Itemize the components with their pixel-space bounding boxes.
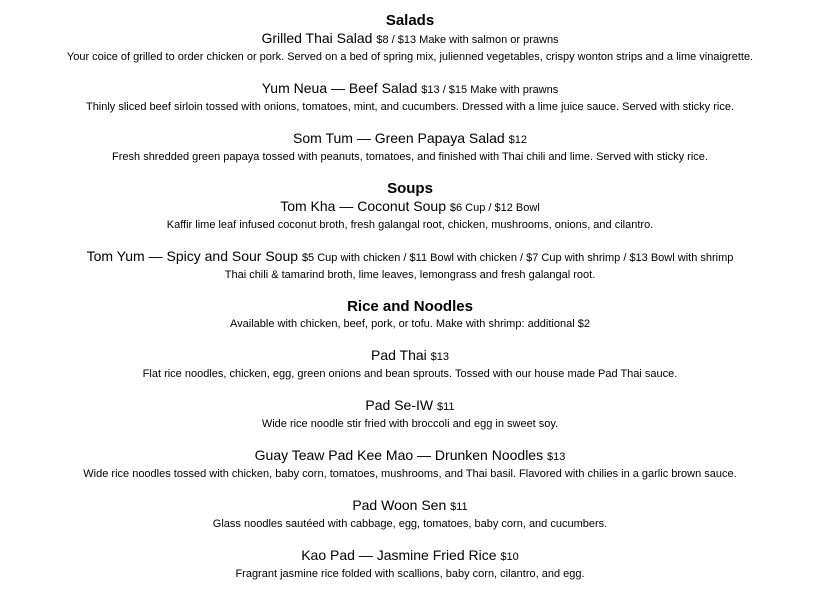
item-price: $11 <box>437 401 455 413</box>
item-price: $5 Cup with chicken / $11 Bowl with chicken / $7 Cup with shrimp / $13 Bowl with shrimp <box>301 252 734 264</box>
item-line <box>0 497 820 516</box>
item-price: $8 / $13 Make with salmon or prawns <box>376 34 559 46</box>
item-name: Grilled Thai Salad <box>261 30 373 46</box>
section-header <box>0 12 820 30</box>
menu-item <box>0 497 820 531</box>
item-price: $6 Cup / $12 Bowl <box>449 202 540 214</box>
menu-item <box>0 447 820 481</box>
section-title: Rice and Noodles <box>347 298 473 315</box>
item-description: Flat rice noodles, chicken, egg, green onions and bean sprouts. Tossed with our house made Pad Thai sauce. <box>142 368 678 380</box>
section-salads <box>0 12 820 164</box>
item-description: Thinly sliced beef sirloin tossed with onions, tomatoes, mint, and cucumbers. Dressed with a lime juice sauce. Served with sticky rice. <box>85 101 735 113</box>
item-line <box>0 447 820 466</box>
item-name: Som Tum — Green Papaya Salad <box>293 130 505 146</box>
section-soups <box>0 180 820 282</box>
item-name: Guay Teaw Pad Kee Mao — Drunken Noodles <box>254 447 544 463</box>
item-price: $12 <box>508 134 527 146</box>
menu-item <box>0 547 820 581</box>
item-line <box>0 547 820 566</box>
menu-item <box>0 248 820 282</box>
item-line <box>0 198 820 217</box>
item-line <box>0 347 820 366</box>
item-description: Your coice of grilled to order chicken or pork. Served on a bed of spring mix, julienned vegetables, crispy wonton strips and a lime vinaigrette. <box>66 51 754 63</box>
item-name: Pad Woon Sen <box>352 497 447 513</box>
section-header <box>0 180 820 198</box>
item-line <box>0 130 820 149</box>
item-description: Wide rice noodle stir fried with broccoli and egg in sweet soy. <box>261 418 559 430</box>
item-name: Pad Se-IW <box>365 397 434 413</box>
item-line <box>0 30 820 49</box>
item-line <box>0 397 820 416</box>
item-description: Glass noodles sautéed with cabbage, egg, tomatoes, baby corn, and cucumbers. <box>212 518 608 530</box>
item-description: Fragrant jasmine rice folded with scallions, baby corn, cilantro, and egg. <box>235 568 585 580</box>
menu-item <box>0 347 820 381</box>
item-line <box>0 248 820 267</box>
item-name: Pad Thai <box>370 347 427 363</box>
section-header <box>0 298 820 331</box>
section-title: Salads <box>385 12 435 29</box>
item-price: $10 <box>500 551 519 563</box>
item-description: Fresh shredded green papaya tossed with peanuts, tomatoes, and finished with Thai chili and lime. Served with sticky rice. <box>112 151 708 163</box>
section-rice-and-noodles <box>0 298 820 581</box>
menu-item <box>0 80 820 114</box>
menu-item <box>0 130 820 164</box>
menu-item <box>0 397 820 431</box>
item-price: $13 <box>547 451 566 463</box>
item-price: $13 <box>430 351 450 363</box>
menu-item <box>0 198 820 232</box>
item-description: Kaffir lime leaf infused coconut broth, fresh galangal root, chicken, mushrooms, onions, and cilantro. <box>166 219 654 231</box>
item-name: Kao Pad — Jasmine Fried Rice <box>301 547 497 563</box>
section-title: Soups <box>387 180 433 197</box>
item-line <box>0 80 820 99</box>
item-price: $13 / $15 Make with prawns <box>421 84 559 96</box>
item-price: $11 <box>450 501 468 513</box>
menu-item <box>0 30 820 64</box>
item-description: Thai chili & tamarind broth, lime leaves, lemongrass and fresh galangal root. <box>224 269 596 281</box>
item-description: Wide rice noodles tossed with chicken, baby corn, tomatoes, mushrooms, and Thai basil. Flavored with chilies in a garlic brown sauce. <box>83 468 737 480</box>
item-name: Tom Kha — Coconut Soup <box>280 198 446 214</box>
section-note: Available with chicken, beef, pork, or tofu. Make with shrimp: additional $2 <box>230 318 590 330</box>
item-name: Tom Yum — Spicy and Sour Soup <box>86 248 299 264</box>
item-name: Yum Neua — Beef Salad <box>261 80 418 96</box>
